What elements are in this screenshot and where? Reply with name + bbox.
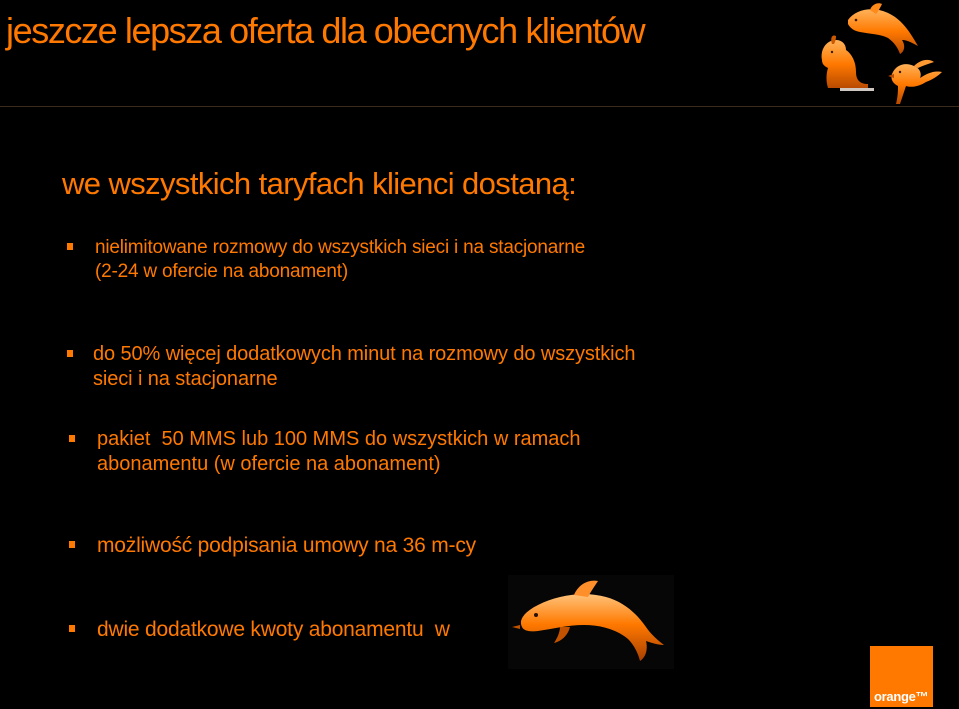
dog-icon — [822, 35, 874, 91]
bullet-line: pakiet 50 MMS lub 100 MMS do wszystkich w ramach — [97, 428, 581, 450]
square-bullet-icon — [67, 350, 73, 357]
slide-subtitle: we wszystkich taryfach klienci dostaną: — [62, 166, 577, 201]
dolphin-icon — [508, 575, 674, 669]
bullet-text — [97, 617, 450, 643]
logo-text: orange™ — [874, 689, 929, 704]
title-divider — [0, 106, 959, 107]
bullet-text — [97, 533, 476, 559]
bullet-line: (2-24 w ofercie na abonament) — [95, 260, 348, 282]
square-bullet-icon — [69, 541, 75, 548]
bullet-line: sieci i na stacjonarne — [93, 368, 278, 391]
slide-title: jeszcze lepsza oferta dla obecnych klientów — [6, 10, 645, 51]
orange-logo — [870, 646, 933, 707]
bullet-line: nielimitowane rozmowy do wszystkich sieci i na stacjonarne — [95, 237, 585, 258]
bullet-line: możliwość podpisania umowy na 36 m-cy — [97, 534, 476, 557]
bullet-line: abonamentu (w ofercie na abonament) — [97, 453, 441, 476]
small-dolphin-icon — [848, 3, 918, 54]
bullet-line: do 50% więcej dodatkowych minut na rozmowy do wszystkich — [93, 343, 636, 365]
square-bullet-icon — [69, 435, 75, 442]
bullet-text — [93, 342, 635, 392]
bird-icon — [888, 60, 942, 104]
mascots-icon — [810, 0, 959, 108]
bullet-text — [95, 236, 585, 284]
bullet-text — [97, 427, 581, 477]
square-bullet-icon — [67, 243, 73, 250]
square-bullet-icon — [69, 625, 75, 632]
bullet-line: dwie dodatkowe kwoty abonamentu w — [97, 618, 450, 641]
